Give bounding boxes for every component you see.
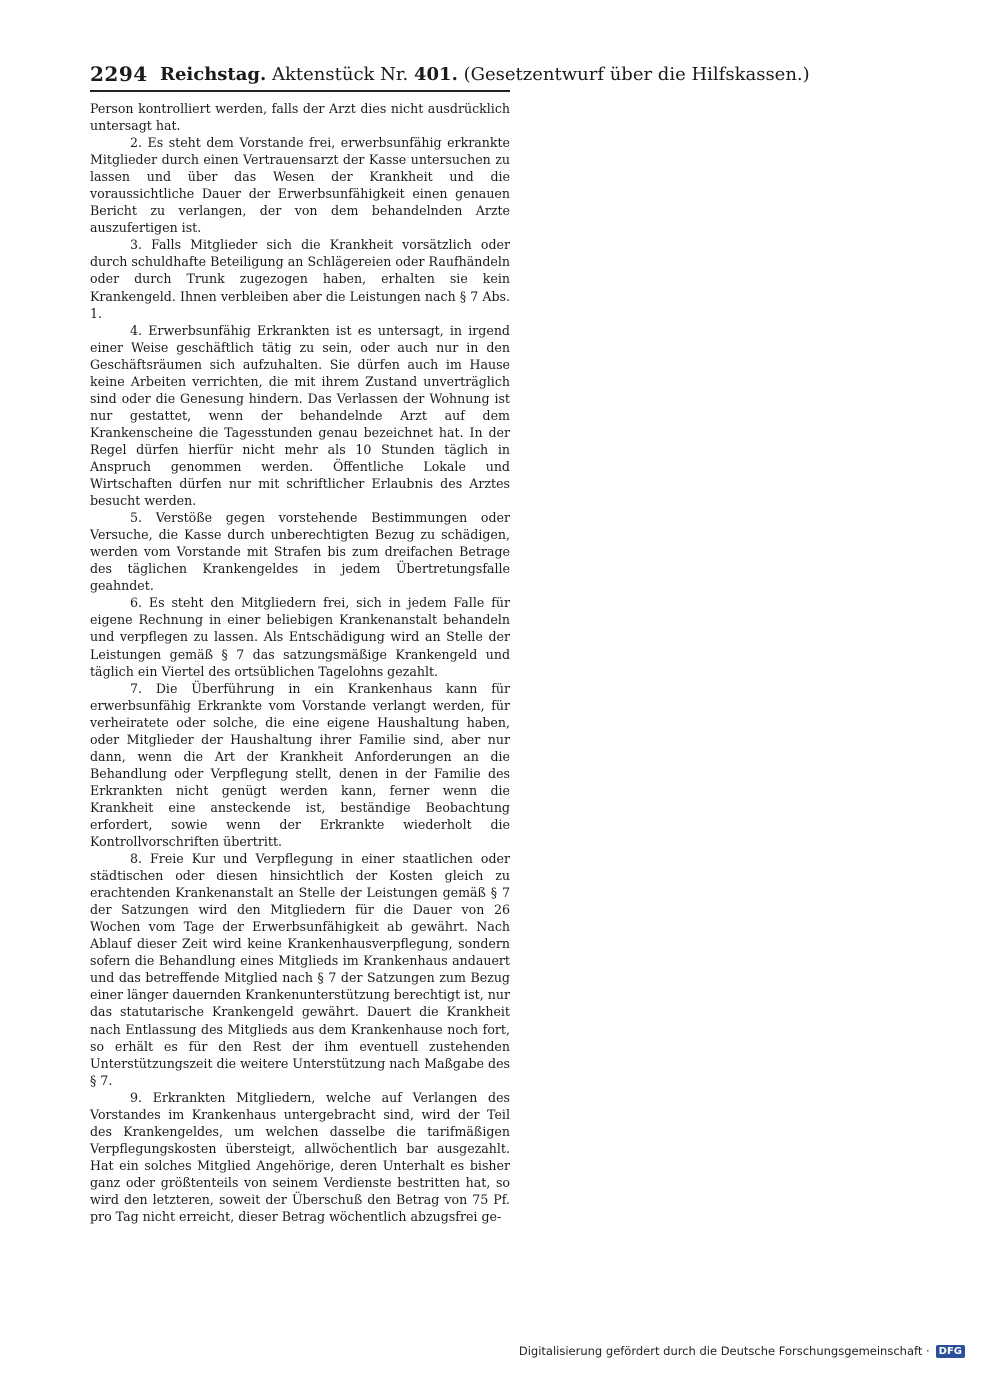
paragraph-7: 7. Die Überführung in ein Krankenhaus kann für erwerbsunfähig Erkrankte vom Vorstande verlangt werden, für verheiratete oder solche, die eine eigene Haushaltung haben, oder Mitglieder der Haushaltung ihrer Familie sind, aber nur dann, wenn die Art der Krankheit Anforderungen an die Behandlung oder Verpflegung stellt, denen in der Familie des Erkrankten nicht genügt werden kann, ferner wenn die Krankheit eine ansteckende ist, beständige Beobachtung erfordert, sowie wenn der Erkrankte wiederholt die Kontrollvorschriften übertritt. — [90, 680, 510, 850]
running-title-reichstag: Reichstag. — [160, 64, 267, 85]
paragraph-2: 2. Es steht dem Vorstande frei, erwerbsunfähig erkrankte Mitglieder durch einen Vertrauensarzt der Kasse untersuchen zu lassen und über das Wesen der Krankheit und die voraussichtliche Dauer der Erwerbsunfähigkeit einen genauen Bericht zu verlangen, der von dem behandelnden Arzte auszufertigen ist. — [90, 135, 510, 236]
digitization-credit — [519, 1344, 965, 1358]
paragraph-6: 6. Es steht den Mitgliedern frei, sich in jedem Falle für eigene Rechnung in einer beliebigen Krankenanstalt behandeln und verpflegen zu lassen. Als Entschädigung wird an Stelle der Leistungen gemäß § 7 das satzungsmäßige Krankengeld und täglich ein Viertel des ortsüblichen Tagelohns gezahlt. — [90, 595, 510, 679]
page-header — [90, 60, 810, 92]
paragraph-9: 9. Erkrankten Mitgliedern, welche auf Verlangen des Vorstandes im Krankenhaus untergebracht sind, wird der Teil des Krankengeldes, um welchen dasselbe die tarifmäßigen Verpflegungskosten übersteigt, allwöchentlich bar ausgezahlt. Hat ein solches Mitglied Angehörige, deren Unterhalt es bisher ganz oder größtenteils von seinem Verdienste bestritten hat, so wird den letzteren, soweit der Überschuß den Betrag von 75 Pf. pro Tag nicht erreicht, dieser Betrag wöchentlich abzugsfrei ge- — [90, 1089, 510, 1225]
page-number: 2294 — [90, 62, 148, 86]
document-number: 401. — [414, 64, 458, 85]
paragraph-3: 3. Falls Mitglieder sich die Krankheit vorsätzlich oder durch schuldhafte Beteiligung an Schlägereien oder Raufhändeln oder durch Trunk zugezogen haben, erhalten sie kein Krankengeld. Ihnen verbleiben aber die Leistungen nach § 7 Abs. 1. — [90, 237, 510, 321]
running-title — [160, 64, 810, 85]
credit-text: Digitalisierung gefördert durch die Deutsche Forschungsgemeinschaft · — [518, 1344, 930, 1358]
running-title-aktenstueck: Aktenstück Nr. — [272, 64, 409, 85]
body-text-column — [90, 100, 510, 1225]
paragraph-8: 8. Freie Kur und Verpflegung in einer staatlichen oder städtischen oder diesen hinsichtlich der Kosten gleich zu erachtenden Krankenanstalt an Stelle der Leistungen gemäß § 7 der Satzungen wird den Mitgliedern für die Dauer von 26 Wochen vom Tage der Erwerbsunfähigkeit ab gewährt. Nach Ablauf dieser Zeit wird keine Krankenhausverpflegung, sondern sofern die Behandlung eines Mitglieds im Krankenhaus andauert und das betreffende Mitglied nach § 7 der Satzungen zum Bezug einer länger dauernden Krankenunterstützung berechtigt ist, nur das statutarische Krankengeld gewährt. Dauert die Krankheit nach Entlassung des Mitglieds aus dem Krankenhause noch fort, so erhält es für den Rest der ihm eventuell zustehenden Unterstützungszeit die weitere Unterstützung nach Maßgabe des § 7. — [90, 851, 510, 1088]
paragraph-5: 5. Verstöße gegen vorstehende Bestimmungen oder Versuche, die Kasse durch unberechtigten Bezug zu schädigen, werden vom Vorstande mit Strafen bis zum dreifachen Betrage des täglichen Krankengeldes in jedem Übertretungsfalle geahndet. — [90, 510, 510, 594]
running-subtitle: (Gesetzentwurf über die Hilfskassen.) — [463, 64, 810, 85]
dfg-logo-icon: DFG — [936, 1345, 965, 1358]
paragraph-continuation: Person kontrolliert werden, falls der Arzt dies nicht ausdrücklich untersagt hat. — [90, 101, 510, 134]
paragraph-4: 4. Erwerbsunfähig Erkrankten ist es untersagt, in irgend einer Weise geschäftlich tätig zu sein, oder auch nur in den Geschäftsräumen sich aufzuhalten. Sie dürfen auch im Hause keine Arbeiten verrichten, die mit ihrem Zustand unverträglich sind oder die Genesung hindern. Das Verlassen der Wohnung ist nur gestattet, wenn der behandelnde Arzt auf dem Krankenscheine die Tagesstunden genau bezeichnet hat. In der Regel dürfen hierfür nicht mehr als 10 Stunden täglich in Anspruch genommen werden. Öffentliche Lokale und Wirtschaften dürfen nur mit schriftlicher Erlaubnis des Arztes besucht werden. — [90, 322, 510, 509]
